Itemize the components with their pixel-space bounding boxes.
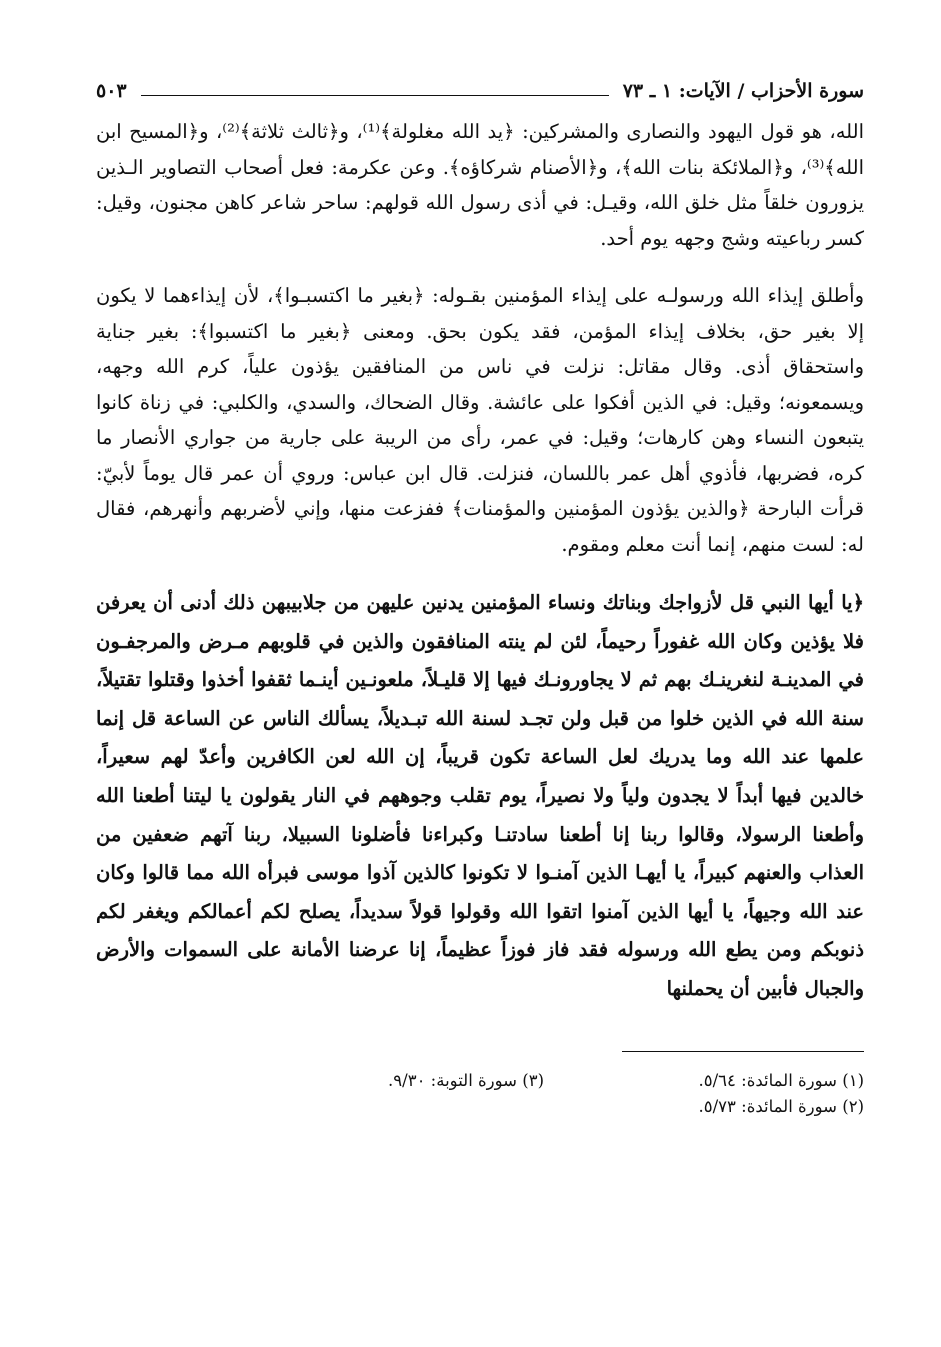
footnote-2: (٢) سورة المائدة: ٥/٧٣.	[698, 1096, 864, 1116]
footnote-1: (١) سورة المائدة: ٥/٦٤.	[698, 1070, 864, 1090]
footnote-divider	[622, 1051, 864, 1052]
footnote-3: (٣) سورة التوبة: ٩/٣٠.	[388, 1070, 544, 1090]
page-number: ٥٠٣	[96, 80, 127, 102]
header-rule	[141, 95, 609, 96]
running-header	[96, 72, 864, 110]
paragraph-quran-verses: ﴿يا أيها النبي قل لأزواجك وبناتك ونساء المؤمنين يدنين عليهن من جلابيبهن ذلك أدنى أن يعرفن فلا يؤذين وكان الله غفوراً رحيماً، لئن لم ينته المنافقون والذين في قلوبهم مـرض والمرجفـون في المدينـة لنغرينـك بهم ثم لا يجاورونـك فيها إلا قليـلاً، ملعونـين أينـما ثقفوا أخذوا وقتلوا تقتيلاً، سنة الله في الذين خلوا من قبل ولن تجـد لسنة الله تبـديلاً، يسألك الناس عن الساعة قل إنما علمها عند الله وما يدريك لعل الساعة تكون قريباً، إن الله لعن الكافرين وأعدّ لهم سعيراً، خالدين فيها أبداً لا يجدون ولياً ولا نصيراً، يوم تقلب وجوههم في النار يقولون يا ليتنا أطعنا الله وأطعنا الرسولا، وقالوا ربنا إنا أطعنا سادتنـا وكبراءنا فأضلونا السبيلا، ربنا آتهم ضعفين من العذاب والعنهم كبيراً، يا أيهـا الذين آمنـوا لا تكونوا كالذين آذوا موسى فبرأه الله مما قالوا وكان عند الله وجيهاً، يا أيها الذين آمنوا اتقوا الله وقولوا قولاً سديداً، يصلح لكم أعمالكم ويغفر لكم ذنوبكم ومن يطع الله ورسوله فقد فاز فوزاً عظيماً، إنا عرضنا الأمانة على السموات والأرض والجبال فأبين أن يحملنها	[96, 591, 864, 1000]
footnote-empty	[244, 1094, 544, 1120]
header-title: سورة الأحزاب / الآيات: ١ ـ ٧٣	[622, 80, 864, 102]
paragraph-commentary-1: الله، هو قول اليهود والنصارى والمشركين: ﴿يد الله مغلولة﴾⁽¹⁾، و﴿ثالث ثلاثة﴾⁽²⁾، و﴿المسيح ابن الله﴾⁽³⁾، و﴿الملائكة بنات الله﴾، و﴿الأصنام شركاؤه﴾. وعن عكرمة: فعل أصحاب التصاوير الـذين يزورون خلقاً مثل خلق الله، وقيـل: في أذى رسول الله قولهم: ساحر شاعر كاهن مجنون، وقيل: كسر رباعيته وشج وجهه يوم أحد.	[96, 120, 864, 250]
paragraph-commentary-2: وأطلق إيذاء الله ورسولـه على إيذاء المؤمنين بقـوله: ﴿بغير ما اكتسبـوا﴾، لأن إيذاءهما لا يكون إلا بغير حق، بخلاف إيذاء المؤمن، فقد يكون بحق. ومعنى ﴿بغير ما اكتسبوا﴾: بغير جناية واستحقاق أذى. وقال مقاتل: نزلت في ناس من المنافقين يؤذون علياً، كرم الله وجهه، ويسمعونه؛ وقيل: في الذين أفكوا على عائشة. وقال الضحاك، والسدي، والكلبي: في زناة كانوا يتبعون النساء وهن كارهات؛ وقيل: في عمر، رأى من الريبة على جارية من جواري الأنصار ما كره، فضربها، فأذوي أهل عمر باللسان، فنزلت. قال ابن عباس: وروي أن عمر قال يوماً لأبيّ: قرأت البارحة ﴿والذين يؤذون المؤمنين والمؤمنات﴾ ففزعت منها، وإني لأضربهم وأنهرهم، فقال له: لست منهم، إنما أنت معلم ومقوم.	[96, 284, 864, 556]
footnotes	[96, 1068, 864, 1120]
book-page	[96, 72, 864, 1120]
